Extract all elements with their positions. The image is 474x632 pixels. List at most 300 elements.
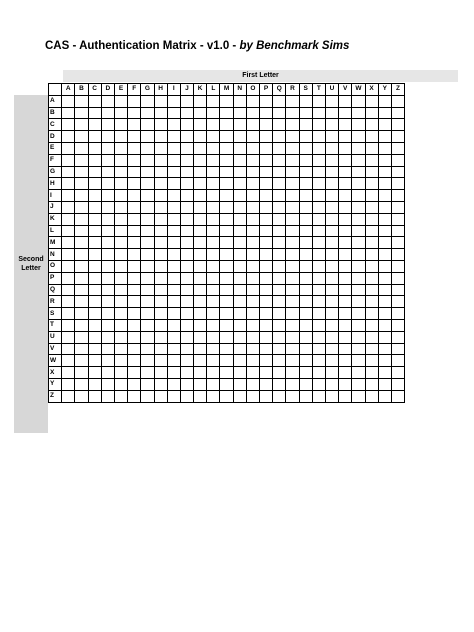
matrix-cell [286, 142, 299, 154]
matrix-cell [391, 308, 404, 320]
matrix-cell [233, 367, 246, 379]
matrix-cell [141, 284, 154, 296]
matrix-cell [207, 343, 220, 355]
matrix-cell [207, 296, 220, 308]
matrix-cell [62, 319, 75, 331]
matrix-cell [352, 284, 365, 296]
matrix-cell [141, 131, 154, 143]
matrix-cell [273, 367, 286, 379]
matrix-cell [62, 107, 75, 119]
matrix-cell [154, 166, 167, 178]
matrix-cell [378, 355, 391, 367]
matrix-cell [260, 355, 273, 367]
matrix-cell [101, 178, 114, 190]
column-header-y: Y [378, 84, 391, 96]
matrix-cell [62, 119, 75, 131]
matrix-cell [154, 201, 167, 213]
matrix-cell [286, 225, 299, 237]
matrix-cell [62, 343, 75, 355]
row-header-n: N [49, 249, 62, 261]
matrix-cell [62, 284, 75, 296]
page-title [45, 40, 349, 52]
matrix-cell [339, 296, 352, 308]
matrix-cell [75, 190, 88, 202]
matrix-cell [325, 166, 338, 178]
matrix-cell [246, 296, 259, 308]
matrix-cell [325, 107, 338, 119]
matrix-cell [260, 95, 273, 107]
matrix-cell [128, 225, 141, 237]
matrix-cell [286, 367, 299, 379]
matrix-row [49, 237, 405, 249]
matrix-cell [128, 284, 141, 296]
matrix-cell [378, 225, 391, 237]
matrix-cell [233, 249, 246, 261]
matrix-cell [286, 343, 299, 355]
matrix-cell [194, 367, 207, 379]
matrix-cell [246, 249, 259, 261]
matrix-cell [88, 190, 101, 202]
matrix-cell [260, 201, 273, 213]
matrix-cell [299, 225, 312, 237]
matrix-cell [101, 201, 114, 213]
matrix-cell [180, 296, 193, 308]
matrix-cell [246, 190, 259, 202]
matrix-cell [286, 190, 299, 202]
matrix-cell [299, 95, 312, 107]
matrix-cell [286, 260, 299, 272]
matrix-cell [273, 355, 286, 367]
matrix-cell [299, 190, 312, 202]
matrix-cell [180, 355, 193, 367]
matrix-cell [312, 178, 325, 190]
matrix-row [49, 260, 405, 272]
matrix-cell [286, 119, 299, 131]
matrix-cell [128, 131, 141, 143]
matrix-row [49, 142, 405, 154]
matrix-cell [114, 284, 127, 296]
matrix-cell [114, 178, 127, 190]
matrix-cell [62, 367, 75, 379]
matrix-cell [154, 378, 167, 390]
matrix-cell [62, 331, 75, 343]
matrix-cell [75, 225, 88, 237]
matrix-cell [339, 131, 352, 143]
matrix-cell [299, 154, 312, 166]
matrix-cell [167, 284, 180, 296]
matrix-cell [260, 260, 273, 272]
matrix-cell [194, 213, 207, 225]
matrix-cell [180, 237, 193, 249]
matrix-cell [312, 331, 325, 343]
matrix-cell [312, 308, 325, 320]
matrix-cell [260, 367, 273, 379]
matrix-cell [233, 154, 246, 166]
matrix-cell [101, 272, 114, 284]
row-header-w: W [49, 355, 62, 367]
matrix-cell [273, 260, 286, 272]
matrix-cell [194, 355, 207, 367]
row-header-t: T [49, 319, 62, 331]
row-header-b: B [49, 107, 62, 119]
matrix-cell [220, 390, 233, 402]
matrix-cell [194, 225, 207, 237]
matrix-cell [114, 154, 127, 166]
matrix-cell [246, 237, 259, 249]
matrix-cell [378, 119, 391, 131]
matrix-cell [128, 119, 141, 131]
matrix-cell [220, 378, 233, 390]
matrix-cell [260, 142, 273, 154]
column-header-m: M [220, 84, 233, 96]
matrix-cell [194, 142, 207, 154]
matrix-cell [220, 166, 233, 178]
matrix-cell [88, 331, 101, 343]
matrix-cell [141, 142, 154, 154]
matrix-cell [114, 107, 127, 119]
matrix-cell [220, 331, 233, 343]
matrix-cell [339, 378, 352, 390]
matrix-cell [286, 201, 299, 213]
matrix-cell [101, 95, 114, 107]
matrix-cell [167, 319, 180, 331]
matrix-cell [141, 107, 154, 119]
matrix-cell [62, 272, 75, 284]
matrix-cell [141, 331, 154, 343]
matrix-cell [141, 190, 154, 202]
matrix-cell [141, 178, 154, 190]
row-header-x: X [49, 367, 62, 379]
matrix-cell [207, 355, 220, 367]
matrix-cell [167, 355, 180, 367]
matrix-cell [325, 213, 338, 225]
matrix-cell [391, 166, 404, 178]
matrix-cell [260, 237, 273, 249]
matrix-cell [260, 390, 273, 402]
matrix-cell [233, 95, 246, 107]
matrix-cell [273, 178, 286, 190]
matrix-cell [128, 201, 141, 213]
matrix-cell [352, 331, 365, 343]
matrix-cell [273, 107, 286, 119]
matrix-cell [378, 367, 391, 379]
matrix-cell [194, 107, 207, 119]
matrix-cell [325, 95, 338, 107]
matrix-cell [194, 378, 207, 390]
matrix-cell [286, 213, 299, 225]
matrix-cell [312, 378, 325, 390]
matrix-cell [62, 237, 75, 249]
matrix-cell [352, 154, 365, 166]
matrix-cell [299, 131, 312, 143]
matrix-cell [180, 95, 193, 107]
matrix-cell [62, 131, 75, 143]
matrix-cell [233, 319, 246, 331]
matrix-cell [260, 213, 273, 225]
matrix-cell [141, 367, 154, 379]
matrix-cell [365, 355, 378, 367]
column-header-x: X [365, 84, 378, 96]
row-header-u: U [49, 331, 62, 343]
matrix-cell [378, 319, 391, 331]
matrix-cell [180, 272, 193, 284]
matrix-cell [312, 319, 325, 331]
matrix-cell [75, 331, 88, 343]
column-header-g: G [141, 84, 154, 96]
matrix-cell [312, 260, 325, 272]
matrix-cell [273, 190, 286, 202]
matrix-cell [325, 154, 338, 166]
matrix-cell [62, 142, 75, 154]
matrix-cell [128, 296, 141, 308]
matrix-cell [365, 142, 378, 154]
matrix-cell [286, 296, 299, 308]
matrix-cell [378, 154, 391, 166]
matrix-cell [299, 319, 312, 331]
matrix-cell [167, 296, 180, 308]
matrix-cell [273, 390, 286, 402]
matrix-cell [207, 237, 220, 249]
matrix-cell [339, 343, 352, 355]
matrix-cell [391, 367, 404, 379]
matrix-cell [128, 166, 141, 178]
matrix-cell [339, 331, 352, 343]
matrix-cell [128, 367, 141, 379]
matrix-cell [88, 95, 101, 107]
matrix-cell [299, 260, 312, 272]
matrix-cell [207, 166, 220, 178]
matrix-cell [260, 190, 273, 202]
column-header-l: L [207, 84, 220, 96]
matrix-cell [194, 178, 207, 190]
matrix-cell [352, 355, 365, 367]
matrix-cell [114, 201, 127, 213]
matrix-cell [194, 331, 207, 343]
matrix-cell [101, 154, 114, 166]
matrix-row [49, 308, 405, 320]
matrix-cell [141, 260, 154, 272]
matrix-cell [207, 272, 220, 284]
matrix-cell [273, 166, 286, 178]
matrix-cell [62, 355, 75, 367]
matrix-cell [378, 260, 391, 272]
matrix-cell [391, 296, 404, 308]
matrix-cell [312, 95, 325, 107]
matrix-cell [180, 390, 193, 402]
matrix-cell [101, 131, 114, 143]
matrix-cell [365, 249, 378, 261]
row-header-c: C [49, 119, 62, 131]
matrix-cell [220, 249, 233, 261]
matrix-cell [128, 107, 141, 119]
matrix-cell [286, 95, 299, 107]
matrix-cell [167, 367, 180, 379]
matrix-cell [207, 213, 220, 225]
matrix-cell [352, 225, 365, 237]
matrix-cell [114, 331, 127, 343]
matrix-cell [378, 331, 391, 343]
title-byline: by Benchmark Sims [239, 40, 350, 52]
matrix-cell [273, 237, 286, 249]
matrix-cell [260, 166, 273, 178]
matrix-cell [75, 296, 88, 308]
matrix-cell [339, 272, 352, 284]
matrix-cell [75, 131, 88, 143]
matrix-cell [207, 331, 220, 343]
matrix-cell [233, 308, 246, 320]
matrix-cell [299, 331, 312, 343]
matrix-cell [101, 367, 114, 379]
matrix-cell [154, 260, 167, 272]
matrix-cell [286, 131, 299, 143]
matrix-cell [207, 225, 220, 237]
matrix-cell [312, 201, 325, 213]
matrix-cell [339, 119, 352, 131]
matrix-cell [207, 131, 220, 143]
row-header-v: V [49, 343, 62, 355]
matrix-cell [273, 142, 286, 154]
matrix-cell [260, 296, 273, 308]
matrix-cell [101, 225, 114, 237]
matrix-cell [180, 190, 193, 202]
matrix-cell [352, 142, 365, 154]
matrix-cell [391, 237, 404, 249]
matrix-corner-cell [49, 84, 62, 96]
column-header-i: I [167, 84, 180, 96]
matrix-cell [101, 119, 114, 131]
matrix-cell [75, 178, 88, 190]
matrix-cell [378, 249, 391, 261]
matrix-cell [378, 272, 391, 284]
matrix-cell [128, 260, 141, 272]
matrix-cell [101, 390, 114, 402]
matrix-cell [352, 390, 365, 402]
matrix-cell [154, 95, 167, 107]
matrix-cell [128, 390, 141, 402]
matrix-cell [128, 378, 141, 390]
matrix-cell [101, 296, 114, 308]
matrix-cell [378, 237, 391, 249]
matrix-row [49, 296, 405, 308]
matrix-cell [114, 190, 127, 202]
matrix-cell [207, 367, 220, 379]
matrix-cell [325, 331, 338, 343]
matrix-cell [286, 308, 299, 320]
matrix-cell [378, 284, 391, 296]
authentication-matrix [48, 83, 405, 403]
matrix-cell [325, 272, 338, 284]
matrix-cell [101, 249, 114, 261]
matrix-cell [128, 178, 141, 190]
matrix-row [49, 249, 405, 261]
matrix-cell [62, 390, 75, 402]
matrix-cell [114, 213, 127, 225]
matrix-cell [378, 95, 391, 107]
matrix-row [49, 343, 405, 355]
matrix-cell [180, 107, 193, 119]
row-header-r: R [49, 296, 62, 308]
matrix-cell [391, 249, 404, 261]
matrix-cell [114, 378, 127, 390]
matrix-cell [312, 355, 325, 367]
matrix-cell [154, 272, 167, 284]
matrix-cell [286, 319, 299, 331]
matrix-cell [101, 166, 114, 178]
matrix-cell [312, 390, 325, 402]
matrix-cell [180, 284, 193, 296]
matrix-cell [75, 355, 88, 367]
matrix-cell [101, 331, 114, 343]
matrix-cell [114, 237, 127, 249]
matrix-cell [273, 213, 286, 225]
matrix-cell [391, 119, 404, 131]
matrix-cell [180, 201, 193, 213]
matrix-cell [325, 260, 338, 272]
matrix-cell [365, 119, 378, 131]
matrix-cell [180, 154, 193, 166]
matrix-cell [352, 308, 365, 320]
matrix-row [49, 154, 405, 166]
matrix-cell [101, 308, 114, 320]
matrix-cell [88, 355, 101, 367]
matrix-cell [299, 296, 312, 308]
column-header-f: F [128, 84, 141, 96]
matrix-cell [246, 284, 259, 296]
matrix-cell [233, 284, 246, 296]
matrix-cell [167, 260, 180, 272]
matrix-cell [339, 308, 352, 320]
matrix-cell [246, 319, 259, 331]
matrix-cell [352, 166, 365, 178]
matrix-cell [365, 154, 378, 166]
matrix-cell [180, 249, 193, 261]
matrix-cell [141, 213, 154, 225]
matrix-cell [154, 142, 167, 154]
matrix-cell [167, 142, 180, 154]
matrix-cell [391, 178, 404, 190]
matrix-cell [339, 95, 352, 107]
matrix-cell [352, 131, 365, 143]
matrix-cell [207, 390, 220, 402]
matrix-cell [325, 131, 338, 143]
matrix-cell [75, 308, 88, 320]
matrix-cell [75, 343, 88, 355]
matrix-cell [365, 378, 378, 390]
matrix-cell [207, 308, 220, 320]
matrix-cell [378, 308, 391, 320]
matrix-cell [260, 249, 273, 261]
matrix-cell [141, 296, 154, 308]
column-header-w: W [352, 84, 365, 96]
matrix-cell [312, 249, 325, 261]
matrix-cell [365, 190, 378, 202]
matrix-cell [128, 154, 141, 166]
matrix-cell [325, 178, 338, 190]
matrix-cell [194, 260, 207, 272]
matrix-cell [299, 201, 312, 213]
matrix-cell [114, 119, 127, 131]
matrix-cell [378, 213, 391, 225]
matrix-cell [299, 367, 312, 379]
matrix-cell [299, 378, 312, 390]
matrix-cell [233, 390, 246, 402]
column-header-t: T [312, 84, 325, 96]
matrix-cell [207, 378, 220, 390]
matrix-row [49, 367, 405, 379]
matrix-cell [233, 213, 246, 225]
matrix-cell [352, 260, 365, 272]
matrix-cell [154, 296, 167, 308]
